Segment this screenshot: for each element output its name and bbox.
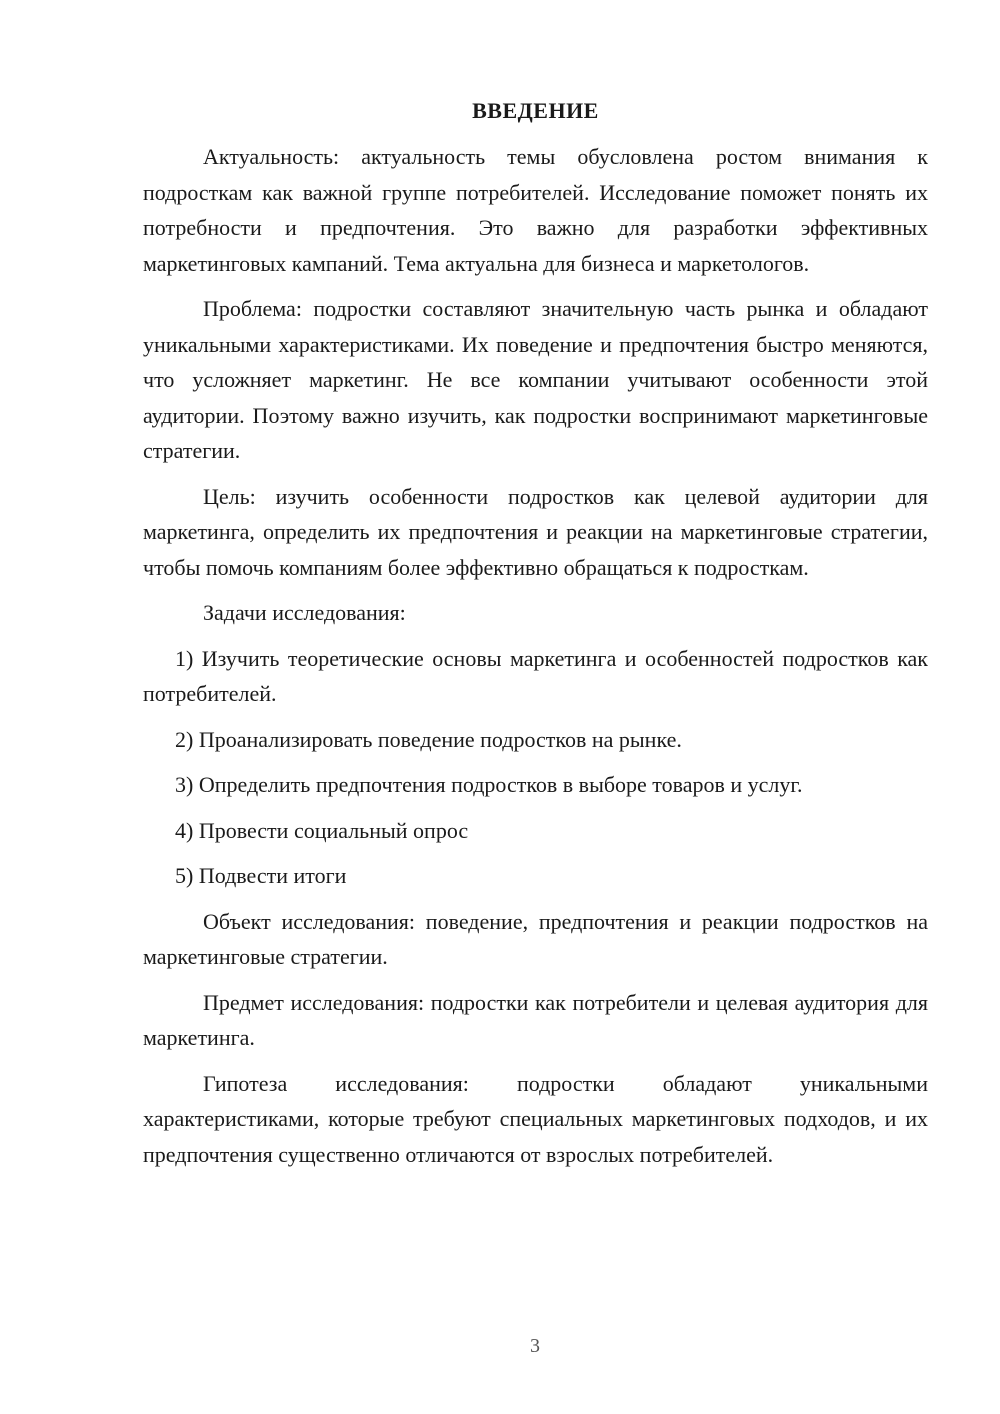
hypothesis-paragraph: Гипотеза исследования: подростки обладают уникальными характеристиками, которые требуют специальных маркетинговых подходов, и их предпочтения существенно отличаются от взрослых потребителей. (143, 1070, 928, 1167)
problem-paragraph: Проблема: подростки составляют значительную часть рынка и обладают уникальными характеристиками. Их поведение и предпочтения быстро меняются, что усложняет маркетинг. Не все компании учитывают особенности этой аудитории. Поэтому важно изучить, как подростки воспринимают маркетинговые стратегии. (143, 296, 928, 463)
subject-paragraph: Предмет исследования: подростки как потребители и целевая аудитория для маркетинга. (143, 989, 928, 1050)
list-item: 3) Определить предпочтения подростков в выборе товаров и услуг. (175, 772, 803, 797)
list-item: 2) Проанализировать поведение подростков на рынке. (175, 726, 682, 752)
relevance-paragraph: Актуальность: актуальность темы обусловлена ростом внимания к подросткам как важной группе потребителей. Исследование поможет понять их потребности и предпочтения. Это важно для разработки эффективных маркетинговых кампаний. Тема актуальна для бизнеса и маркетологов. (143, 144, 928, 276)
section-title: ВВЕДЕНИЕ (472, 98, 599, 123)
list-item: 5) Подвести итоги (175, 863, 347, 888)
list-item: 1) Изучить теоретические основы маркетинга и особенностей подростков как потребителей. (143, 645, 928, 706)
list-item: 4) Провести социальный опрос (175, 817, 469, 843)
document-page (143, 96, 928, 1182)
object-paragraph: Объект исследования: поведение, предпочтения и реакции подростков на маркетинговые стратегии. (143, 908, 928, 969)
page-number: 3 (530, 1335, 540, 1357)
tasks-list (143, 641, 928, 894)
goal-paragraph: Цель: изучить особенности подростков как целевой аудитории для маркетинга, определить их предпочтения и реакции на маркетинговые стратегии, чтобы помочь компаниям более эффективно обращаться к подросткам. (143, 483, 928, 580)
tasks-heading: Задачи исследования: (203, 600, 406, 625)
